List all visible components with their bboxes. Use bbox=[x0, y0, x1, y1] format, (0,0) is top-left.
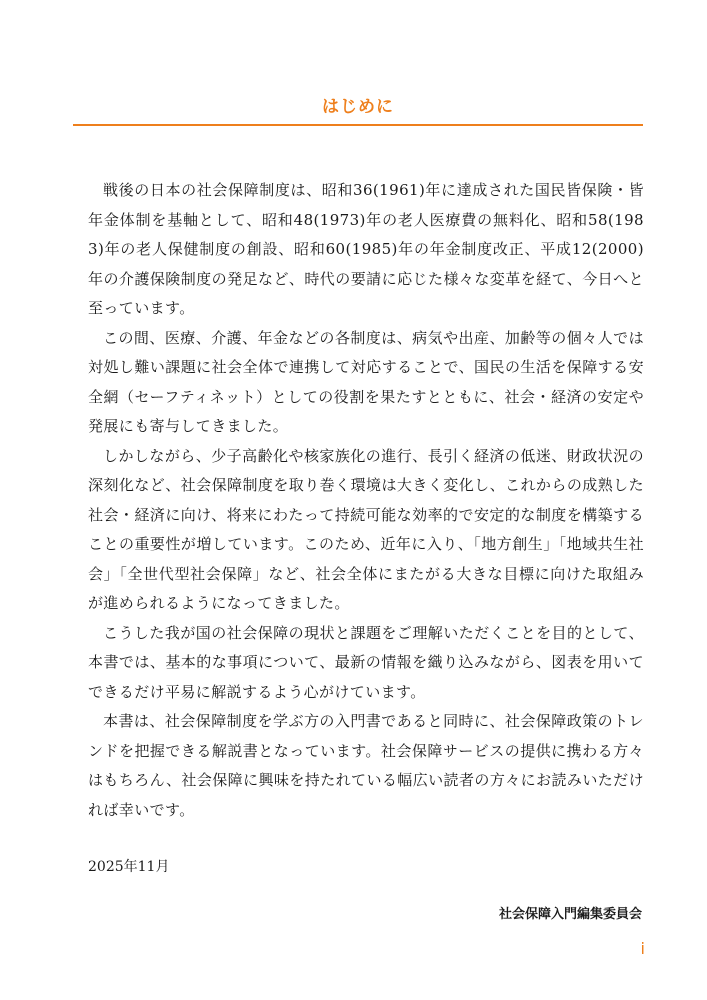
body-text bbox=[88, 176, 644, 825]
paragraph: この間、医療、介護、年金などの各制度は、病気や出産、加齢等の個々人では対処し難い課題に社会全体で連携して対応することで、国民の生活を保障する安全網（セーフティネット）としての役割を果たすとともに、社会・経済の安定や発展にも寄与してきました。 bbox=[88, 328, 644, 435]
publication-date: 2025年11月 bbox=[88, 859, 170, 875]
page-number: i bbox=[640, 939, 645, 958]
paragraph: 本書は、社会保障制度を学ぶ方の入門書であると同時に、社会保障政策のトレンドを把握できる解説書となっています。社会保障サービスの提供に携わる方々はもちろん、社会保障に興味を持たれている幅広い読者の方々にお読みいただければ幸いです。 bbox=[88, 712, 644, 819]
paragraph: 戦後の日本の社会保障制度は、昭和36(1961)年に達成された国民皆保険・皆年金体制を基軸として、昭和48(1973)年の老人医療費の無料化、昭和58(1983)年の老人保健制度の創設、昭和60(1985)年の年金制度改正、平成12(2000)年の介護保険制度の発足など、時代の要請に応じた様々な変革を経て、今日へと至っています。 bbox=[88, 181, 644, 317]
editor-name: 社会保障入門編集委員会 bbox=[498, 907, 642, 922]
paragraph: こうした我が国の社会保障の現状と課題をご理解いただくことを目的として、本書では、基本的な事項について、最新の情報を織り込みながら、図表を用いてできるだけ平易に解説するよう心がけています。 bbox=[88, 623, 644, 701]
page-title: はじめに bbox=[322, 97, 394, 117]
title-rule bbox=[73, 94, 643, 126]
paragraph: しかしながら、少子高齢化や核家族化の進行、長引く経済の低迷、財政状況の深刻化など、社会保障制度を取り巻く環境は大きく変化し、これからの成熟した社会・経済に向け、将来にわたって持続可能な効率的で安定的な制度を構築することの重要性が増しています。このため、近年に入り、「地方創生」「地域共生社会」「全世代型社会保障」など、社会全体にまたがる大きな目標に向けた取組みが進められるようになってきました。 bbox=[88, 446, 644, 612]
